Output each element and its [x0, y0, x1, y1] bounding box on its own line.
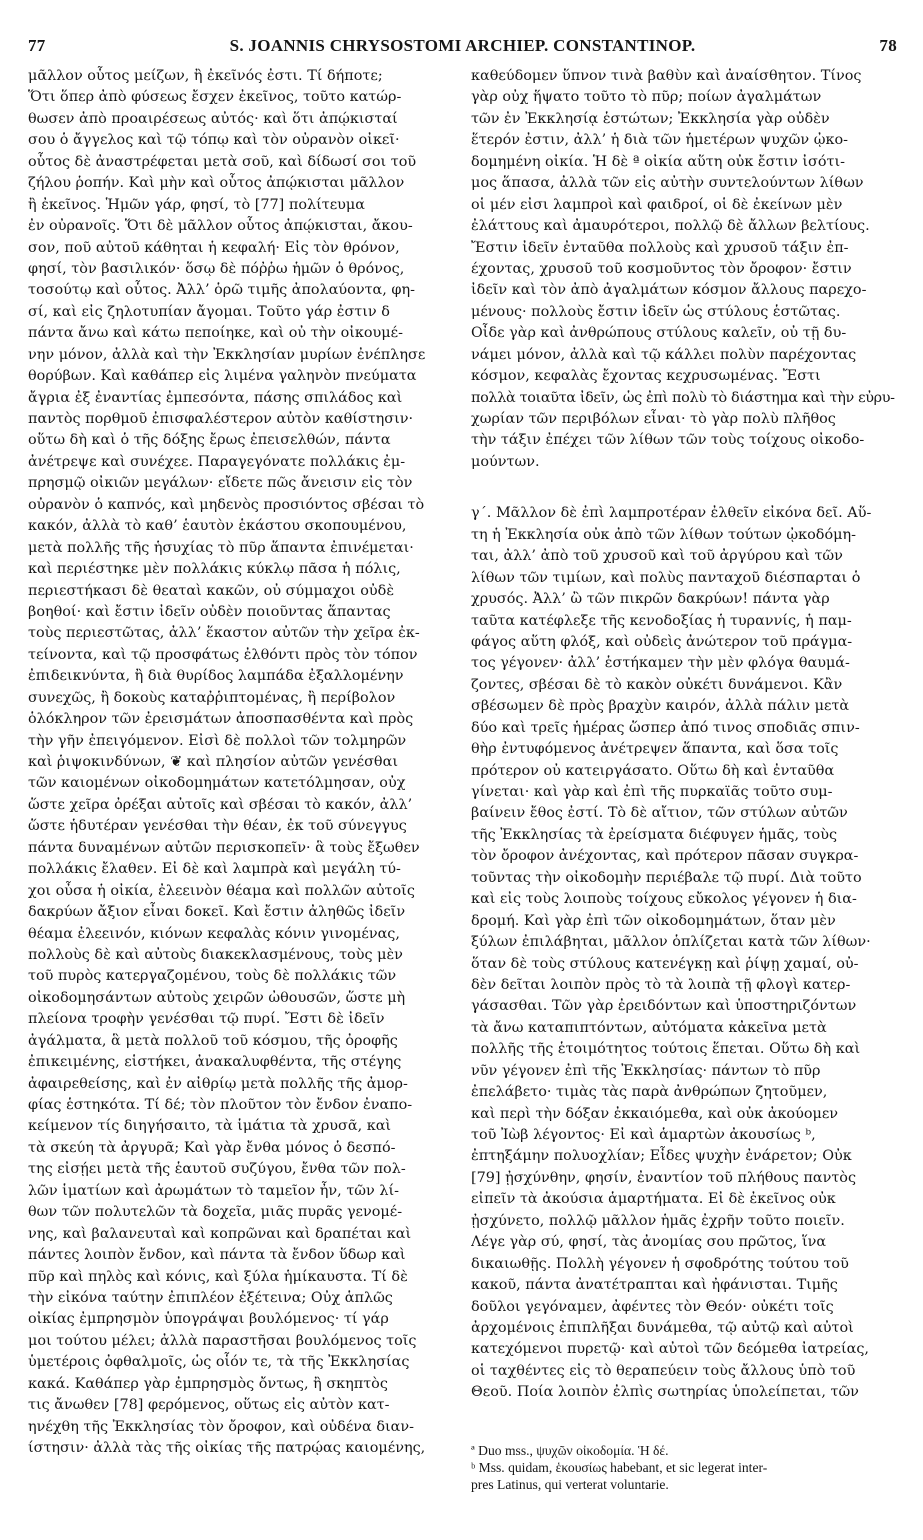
right-text-column: [471, 66, 895, 1404]
text-line: δακρύων ἄξιον εἶναι δοκεῖ. Καὶ ἔστιν ἀληθῶς ἰδεῖν: [28, 904, 406, 921]
text-line: ξύλων ἐπιλάβηται, μᾶλλον ὁπλίζεται κατὰ τῶν λίθων·: [471, 934, 871, 951]
text-line: περιεστήκασι δὲ θεαταὶ κακῶν, οὐ σύμμαχοι οὐδὲ: [28, 582, 395, 599]
text-line: Ὅτι ὅπερ ἀπὸ φύσεως ἔσχεν ἐκεῖνος, τοῦτο κατώρ-: [28, 89, 402, 106]
text-line: τὴν εἰκόνα ταύτην ἐπιπλέον ἐξέτεινα; Οὐχ ἁπλῶς: [28, 1289, 393, 1306]
text-line: μένους· πολλοὺς ἔστιν ἰδεῖν ὡς στύλους ἑστῶτας.: [471, 303, 841, 320]
text-line: οὗτος δὲ ἀναστρέφεται μετὰ σοῦ, καὶ δίδωσί σοι τοῦ: [28, 153, 417, 170]
text-line: ὅταν δὲ τοὺς στύλους κατενέγκῃ καὶ ῥίψῃ χαμαί, οὐ-: [471, 955, 859, 972]
text-line: δύο καὶ τρεῖς ἡμέρας ὥσπερ ἀπό τινος σποδιᾶς σπιν-: [471, 719, 860, 736]
text-line: καὶ εἰς τοὺς λοιποὺς τοίχους εὔκολος γέγονεν ἡ δια-: [471, 891, 857, 908]
text-line: πολλὰ τοιαῦτα ἰδεῖν, ὡς ἐπὶ πολὺ τὸ διάστημα καὶ τὴν εὐρυ-: [471, 389, 895, 406]
text-line: Οἶδε γὰρ καὶ ἀνθρώπους στύλους καλεῖν, οὐ τῇ δυ-: [471, 325, 847, 342]
text-line: φάγος αὕτη φλόξ, καὶ οὐδεὶς ἀνώτερον τοῦ πράγμα-: [471, 633, 853, 650]
page-number-left: 77: [28, 36, 46, 55]
text-line: γίνεται· καὶ γὰρ καὶ ἐπὶ τῆς πυρκαϊᾶς τοῦτο συμ-: [471, 784, 833, 800]
text-line: πλείονα τροφὴν γενέσθαι τῷ πυρί. Ἔστι δὲ ἰδεῖν: [28, 1011, 385, 1028]
text-line: χωρίαν τῶν περιβόλων εἶναι· τὸ γὰρ πολὺ πλῆθος: [471, 411, 836, 427]
text-line: θωσεν ἀπὸ προαιρέσεως αὐτός· καὶ ὅτι ἀπῴκισταί: [28, 110, 398, 127]
text-line: ἀρχομένοις ἐπιπλῆξαι δυνάμεθα, τῷ αὐτῷ καὶ αὐτοὶ: [471, 1319, 854, 1336]
text-line: τὰ ἄνω καταπιπτόντων, αὐτόματα κἀκεῖνα μετὰ: [471, 1019, 827, 1036]
text-line: σί, καὶ εἰς ζηλοτυπίαν ἄγομαι. Τοῦτο γάρ ἐστιν δ: [28, 303, 390, 320]
text-line: πολλοὺς δὲ καὶ αὐτοὺς διακεκλασμένους, τοὺς μὲν: [28, 946, 403, 963]
text-line: ᾐσχύνετο, πολλῷ μᾶλλον ἡμᾶς ἐχρῆν τοῦτο ποιεῖν.: [471, 1212, 845, 1229]
text-line: Λέγε γὰρ σύ, φησί, τὰς ἀνομίας σου πρῶτος, ἵνα: [471, 1234, 827, 1251]
text-line: βοηθοί· καὶ ἔστιν ἰδεῖν οὐδὲν ποιοῦντας ἅπαντας: [28, 603, 391, 620]
text-line: κείμενον τίς διηγήσαιτο, τὰ ἱμάτια τὰ χρυσᾶ, καὶ: [28, 1118, 392, 1135]
text-line: λῶν ἱματίων καὶ ἀρωμάτων τὸ ταμεῖον ἦν, τῶν λί-: [28, 1182, 399, 1199]
text-line: σου ὁ ἄγγελος καὶ τῷ τόπῳ καὶ τὸν οὐρανὸν οἰκεῖ·: [28, 132, 400, 149]
text-line: δικαιωθῇς. Πολλὴ γέγονεν ἡ σφοδρότης τούτου τοῦ: [471, 1255, 849, 1272]
text-line: ὥστε ἡδυτέραν γενέσθαι τὴν θέαν, ἐκ τοῦ σύνεγγυς: [28, 818, 407, 835]
text-line: πάντα δυναμένων αὐτῶν περισκοπεῖν· ἃ τοὺς ἔξωθεν: [28, 839, 420, 856]
text-line: νῦν γέγονεν ἐπὶ τῆς Ἐκκλησίας· πάντων τὸ πῦρ: [471, 1062, 821, 1079]
text-line: οὐρανὸν ὁ καπνός, καὶ μηδενὸς προσιόντος σβέσαι τὸ: [28, 496, 425, 513]
text-line: ίστησιν· ἀλλὰ τὰς τῆς οἰκίας τῆς πατρῴας καιομένης,: [28, 1440, 426, 1456]
footnote-line: ª Duo mss., ψυχῶν οἰκοδομία. Ἡ δέ.: [471, 1443, 669, 1458]
right-paragraph-2: [471, 503, 895, 1403]
text-line: ὥστε χεῖρα ὀρέξαι αὐτοῖς καὶ σβέσαι τὸ κακόν, ἀλλ’: [28, 796, 413, 813]
text-line: [79] ᾐσχύνθην, φησίν, ἐναντίον τοῦ πλήθους παντὸς: [471, 1169, 857, 1186]
text-line: μοι τούτου μέλει; ἀλλὰ παραστῆσαι βουλόμενος τοῖς: [28, 1332, 417, 1349]
text-line: τὰ σκεύη τὰ ἀργυρᾶ; Καὶ γὰρ ἔνθα μόνος ὁ δεσπό-: [28, 1139, 396, 1156]
text-line: σον, ποῦ αὐτοῦ κάθηται ἡ κεφαλή· Εἰς τὸν θρόνον,: [28, 239, 400, 256]
text-line: Ἔστιν ἰδεῖν ἐνταῦθα πολλοὺς καὶ χρυσοῦ τάξιν ἐπ-: [471, 239, 849, 256]
text-line: θὴρ ἐντυφόμενος ἀνέτρεψεν ἅπαντα, καὶ ὅσα τοῖς: [471, 741, 839, 758]
text-line: παντὸς πορθμοῦ ἐπισφαλέστερον αὐτὸν καθίστησιν·: [28, 411, 414, 427]
text-line: θορύβων. Καὶ καθάπερ εἰς λιμένα γαληνὸν πνεύματα: [28, 368, 417, 385]
text-line: καὶ περὶ τὴν δόξαν ἐκκαιόμεθα, καὶ οὐκ ἀκούομεν: [471, 1105, 839, 1122]
text-line: θέαμα ἐλεεινόν, κιόνων κεφαλὰς κόνιν γινομένας,: [28, 925, 400, 942]
text-line: τις ἄνωθεν [78] φερόμενος, οὕτως εἰς αὐτὸν κατ-: [28, 1397, 390, 1414]
text-line: ζοντες, σβέσαι δὲ τὸ κακὸν οὐκέτι δυνάμενοι. Κἂν: [471, 676, 843, 693]
text-line: τοσούτῳ καὶ οὗτος. Ἀλλ’ ὁρῶ τιμῆς ἀπολαύοντα, φη-: [28, 282, 415, 299]
text-line: κατεχόμενοι πυρετῷ· καὶ αὐτοὶ τῶν δεόμεθα ἰατρείας,: [471, 1341, 869, 1358]
text-line: ἀνέτρεψε καὶ συνέχεε. Παραγεγόνατε πολλάκις ἐμ-: [28, 453, 406, 470]
text-line: της εἰσῄει μετὰ τῆς ἑαυτοῦ συζύγου, ἔνθα τῶν πολ-: [28, 1161, 406, 1178]
text-line: γάσασθαι. Τῶν γὰρ ἐρειδόντων καὶ ὑποστηριζόντων: [471, 998, 857, 1015]
text-line: ἕτερόν ἐστιν, ἀλλ’ ἡ διὰ τῶν ἡμετέρων ψυχῶν ᾠκο-: [471, 132, 848, 149]
text-line: δοῦλοι γεγόναμεν, ἀφέντες τὸν Θεόν· οὐκέτι τοῖς: [471, 1298, 834, 1315]
text-line: ἐλάττους καὶ ἀμαυρότεροι, πολλῷ δὲ ἄλλων βελτίους.: [471, 218, 870, 235]
text-line: νης, καὶ βαλανευταὶ καὶ κοπρῶναι καὶ δραπέται καὶ: [28, 1225, 412, 1242]
text-line: πάντα ἄνω καὶ κάτω πεποίηκε, καὶ οὐ τὴν οἰκουμέ-: [28, 325, 403, 342]
text-line: φίας ἑστηκότα. Τί δέ; τὸν πλοῦτον τὸν ἔνδον ἐναπο-: [28, 1097, 413, 1113]
text-line: καὶ ῥιψοκινδύνων, ❦ καὶ πλησίον αὐτῶν γενέσθαι: [28, 754, 398, 770]
text-line: ἰδεῖν καὶ τὸν ἀπὸ ἀγαλμάτων κόσμον ἄλλους παρεχο-: [471, 282, 867, 299]
text-line: μᾶλλον οὗτος μείζων, ἢ ἐκεῖνός ἐστι. Τί δήποτε;: [28, 68, 383, 84]
text-line: οἰκίας ἐμπρησμὸν ὑπογράψαι βουλόμενος· τί γάρ: [28, 1311, 389, 1328]
text-line: ὁλόκληρον τῶν ἐρεισμάτων ἀποσπασθέντα καὶ πρὸς: [28, 711, 414, 728]
text-line: τῶν καιομένων οἰκοδομημάτων κατετόλμησαν, οὐχ: [28, 775, 406, 792]
text-line: χοι οὖσα ἡ οἰκία, ἐλεεινὸν θέαμα καὶ πολλῶν αὐτοῖς: [28, 882, 415, 899]
text-line: ηνέχθη τῆς Ἐκκλησίας τὸν ὄροφον, καὶ οὐδένα διαν-: [28, 1418, 414, 1435]
text-line: ἢ ἐκεῖνος. Ἡμῶν γάρ, φησί, τὸ [77] πολίτευμα: [28, 196, 365, 213]
text-line: κόσμον, κεφαλὰς ἔχοντας κεχρυσωμένας. Ἔστι: [471, 368, 821, 385]
text-line: τοῦ Ἰὼβ λέγοντος· Εἰ καὶ ἁμαρτὼν ἀκουσίως ᵇ,: [471, 1127, 816, 1143]
text-line: ἀφαιρεθείσης, καὶ ἐν αἰθρίῳ μετὰ πολλῆς τῆς ἀμορ-: [28, 1075, 408, 1092]
text-line: οἱ ταχθέντες εἰς τὸ θεραπεύειν τοὺς ἄλλους ὑπὸ τοῦ: [471, 1362, 856, 1379]
text-line: τῶν ἐν Ἐκκλησίᾳ ἑστώτων; Ἐκκλησία γὰρ οὐδὲν: [471, 110, 830, 127]
text-line: οὕτω δὴ καὶ ὁ τῆς δόξης ἔρως ἐπεισελθών, πάντα: [28, 432, 391, 449]
text-line: πρησμῷ οἰκιῶν μεγάλων· εἴδετε πῶς ἄνεισιν εἰς τὸν: [28, 475, 413, 492]
text-line: ὑμετέροις ὀφθαλμοῖς, ὡς οἷόν τε, τὰ τῆς Ἐκκλησίας: [28, 1354, 410, 1371]
footnote-line: ᵇ Mss. quidam, ἑκουσίως habebant, et sic legerat inter-: [471, 1460, 768, 1475]
page-header: [28, 36, 897, 58]
text-line: καθεύδομεν ὕπνον τινὰ βαθὺν καὶ ἀναίσθητον. Τίνος: [471, 68, 862, 84]
text-line: ἐπικειμένης, εἱστήκει, ἀνακαλυφθέντα, τῆς στέγης: [28, 1054, 402, 1071]
text-line: κακόν, ἀλλὰ τὸ καθ’ ἑαυτὸν ἑκάστου σκοπουμένου,: [28, 518, 407, 535]
text-line: τοὺς περιεστῶτας, ἀλλ’ ἕκαστον αὐτῶν τὴν χεῖρα ἐκ-: [28, 625, 420, 642]
text-line: δρομή. Καὶ γὰρ ἐπὶ τῶν οἰκοδομημάτων, ὅταν μὲν: [471, 912, 836, 929]
text-line: τὴν τάξιν ἐπέχει τῶν λίθων τῶν τοὺς τοίχους οἰκοδο-: [471, 432, 865, 449]
text-line: έχοντας, χρυσοῦ τοῦ κοσμοῦντος τὸν ὄροφον· ἔστιν: [471, 260, 852, 277]
text-line: ἐπιδεικνύντα, ἢ διὰ θυρίδος λαμπάδα ἐξαλλομένην: [28, 668, 404, 685]
text-line: κακά. Καθάπερ γὰρ ἐμπρησμὸς ὄντως, ἢ σκηπτὸς: [28, 1375, 388, 1392]
right-paragraph-1: [471, 66, 895, 473]
text-line: τοῦ πυρὸς κατεργαζομένου, τοὺς δὲ πολλάκις τῶν: [28, 968, 397, 985]
text-line: ἄγρια ἐξ ἐναντίας ἐμπεσόντα, πάσης σπιλάδος καὶ: [28, 389, 403, 406]
text-line: γ΄. Μᾶλλον δὲ ἐπὶ λαμπροτέραν ἐλθεῖν εἰκόνα δεῖ. Αὕ-: [471, 505, 872, 522]
text-line: ἐπτηξάμην πολυοχλίαν; Εἶδες ψυχὴν ἐνάρετον; Οὐκ: [471, 1148, 852, 1165]
text-line: νάμει μόνον, ἀλλὰ καὶ τῷ κάλλει πολὺν παρέχοντας: [471, 346, 857, 363]
text-line: ἐπελάβετο· τιμὰς τὰς παρὰ ἀνθρώπων ζητοῦμεν,: [471, 1084, 828, 1101]
text-line: τὸν ὄροφον ἀνέχοντας, καὶ πρότερον πᾶσαν συγκρα-: [471, 848, 859, 865]
text-line: πάντες λοιπὸν ἔνδον, καὶ πάντα τὰ ἔνδον ὕδωρ καὶ: [28, 1247, 406, 1264]
text-line: πρότερον οὐ κατειργάσατο. Οὕτω δὴ καὶ ἐνταῦθα: [471, 762, 835, 779]
text-line: μος ἅπασα, ἀλλὰ τῶν εἰς αὐτὴν συντελούντων λίθων: [471, 175, 864, 192]
text-line: τῆς Ἐκκλησίας τὰ ἐρείσματα διέφυγεν ἡμᾶς, τοὺς: [471, 826, 838, 843]
text-line: γὰρ οὐχ ἥψατο τοῦτο τὸ πῦρ; ποίων ἀγαλμάτων: [471, 89, 822, 106]
text-line: τοῦντας τὴν οἰκοδομὴν περιέβαλε τῷ πυρί. Διὰ τοῦτο: [471, 869, 862, 886]
text-line: σβέσωμεν δὲ πρὸς βραχὺν καιρόν, ἀλλὰ πάλιν μετὰ: [471, 698, 850, 715]
text-line: οἱ μέν εἰσι λαμπροὶ καὶ φαιδροί, οἱ δὲ ἐκείνων μὲν: [471, 196, 843, 213]
text-line: οἰκοδομησάντων αὐτοὺς χειρῶν ὠθουσῶν, ὥστε μὴ: [28, 989, 406, 1006]
text-line: τὴν γῆν ἐπειγόμενον. Εἰσὶ δὲ πολλοὶ τῶν τολμηρῶν: [28, 732, 407, 749]
footnote-line: pres Latinus, qui verterat voluntarie.: [471, 1477, 669, 1492]
text-line: μούντων.: [471, 453, 540, 470]
text-line: βαίνειν ἔθος ἐστί. Τὸ δὲ αἴτιον, τῶν στύλων αὐτῶν: [471, 805, 848, 822]
text-line: συνεχῶς, ἢ δοκοὺς καταῤῥιπτομένας, ἢ περίβολον: [28, 689, 396, 706]
text-line: τος γέγονεν· ἀλλ’ ἑστήκαμεν τὴν μὲν φλόγα θαυμά-: [471, 655, 850, 672]
text-line: ἐν οὐρανοῖς. Ὅτι δὲ μᾶλλον οὗτος ἀπῴκισται, ἄκου-: [28, 218, 413, 235]
footnotes: [471, 1442, 895, 1493]
text-line: νην μόνον, ἀλλὰ καὶ τὴν Ἐκκλησίαν μυρίων ἐνέπλησε: [28, 346, 426, 363]
text-line: δὲν δεῖται λοιπὸν πρὸς τὸ τὰ λοιπὰ τῇ φλογὶ κατερ-: [471, 976, 851, 993]
text-line: ἀγάλματα, ἃ μετὰ πολλοῦ τοῦ κόσμου, τῆς ὀροφῆς: [28, 1032, 398, 1049]
text-line: τείνοντα, καὶ τῷ προσφάτως ἐλθόντι πρὸς τὸν τόπον: [28, 646, 418, 663]
text-line: θων τῶν πολυτελῶν τὰ δοχεῖα, μιᾶς πυρᾶς γενομέ-: [28, 1204, 403, 1221]
text-line: ζήλου ῥοπήν. Καὶ μὴν καὶ οὗτος ἀπῴκισται μᾶλλον: [28, 175, 405, 192]
text-line: ταῦτα κατέφλεξε τῆς κενοδοξίας ἡ τυραννίς, ἡ παμ-: [471, 612, 852, 629]
text-line: Θεοῦ. Ποία λοιπὸν ἐλπὶς σωτηρίας ὑπολείπεται, τῶν: [471, 1384, 859, 1401]
text-line: πολλάκις ἔλαθεν. Εἰ δὲ καὶ λαμπρὰ καὶ μεγάλη τύ-: [28, 861, 401, 878]
left-text-column: [28, 66, 458, 1459]
running-title: S. JOANNIS CHRYSOSTOMI ARCHIEP. CONSTANTINOP.: [229, 36, 696, 55]
text-line: μετὰ πολλῆς τῆς ἡσυχίας τὸ πῦρ ἅπαντα ἐπινέμεται·: [28, 539, 414, 556]
text-line: λίθων τῶν τιμίων, καὶ πολὺς πανταχοῦ διέσπαρται ὁ: [471, 569, 861, 586]
page-number-right: 78: [879, 36, 897, 55]
text-line: φησί, τὸν βασιλικόν· ὅσῳ δὲ πόῤῥω ἡμῶν ὁ θρόνος,: [28, 260, 405, 277]
text-line: πολλῆς τῆς ἑτοιμότητος τούτοις ἕπεται. Οὕτω δὴ καὶ: [471, 1041, 861, 1058]
text-line: εἰπεῖν τὰ ἀκούσια ἁμαρτήματα. Εἰ δὲ ἐκεῖνος οὐκ: [471, 1191, 836, 1208]
text-line: πῦρ καὶ πηλὸς καὶ κόνις, καὶ ξύλα ἡμίκαυστα. Τί δὲ: [28, 1268, 408, 1285]
text-line: χρυσός. Ἀλλ’ ὢ τῶν πικρῶν δακρύων! πάντα γὰρ: [471, 591, 830, 608]
text-line: δομημένη οἰκία. Ἡ δὲ ª οἰκία αὕτη οὐκ ἔστιν ἰσότι-: [471, 153, 845, 170]
text-line: ται, ἀλλ’ ἀπὸ τοῦ χρυσοῦ καὶ τοῦ ἀργύρου καὶ τῶν: [471, 548, 843, 565]
text-line: τη ἡ Ἐκκλησία οὐκ ἀπὸ τῶν λίθων τούτων ᾠκοδόμη-: [471, 526, 856, 543]
paragraph-gap: [471, 473, 895, 503]
text-line: κακοῦ, πάντα ἀνατέτραπται καὶ ἠφάνισται. Τιμῆς: [471, 1277, 838, 1294]
text-line: καὶ περιέστηκε μὲν πολλάκις κύκλῳ πᾶσα ἡ πόλις,: [28, 561, 401, 578]
